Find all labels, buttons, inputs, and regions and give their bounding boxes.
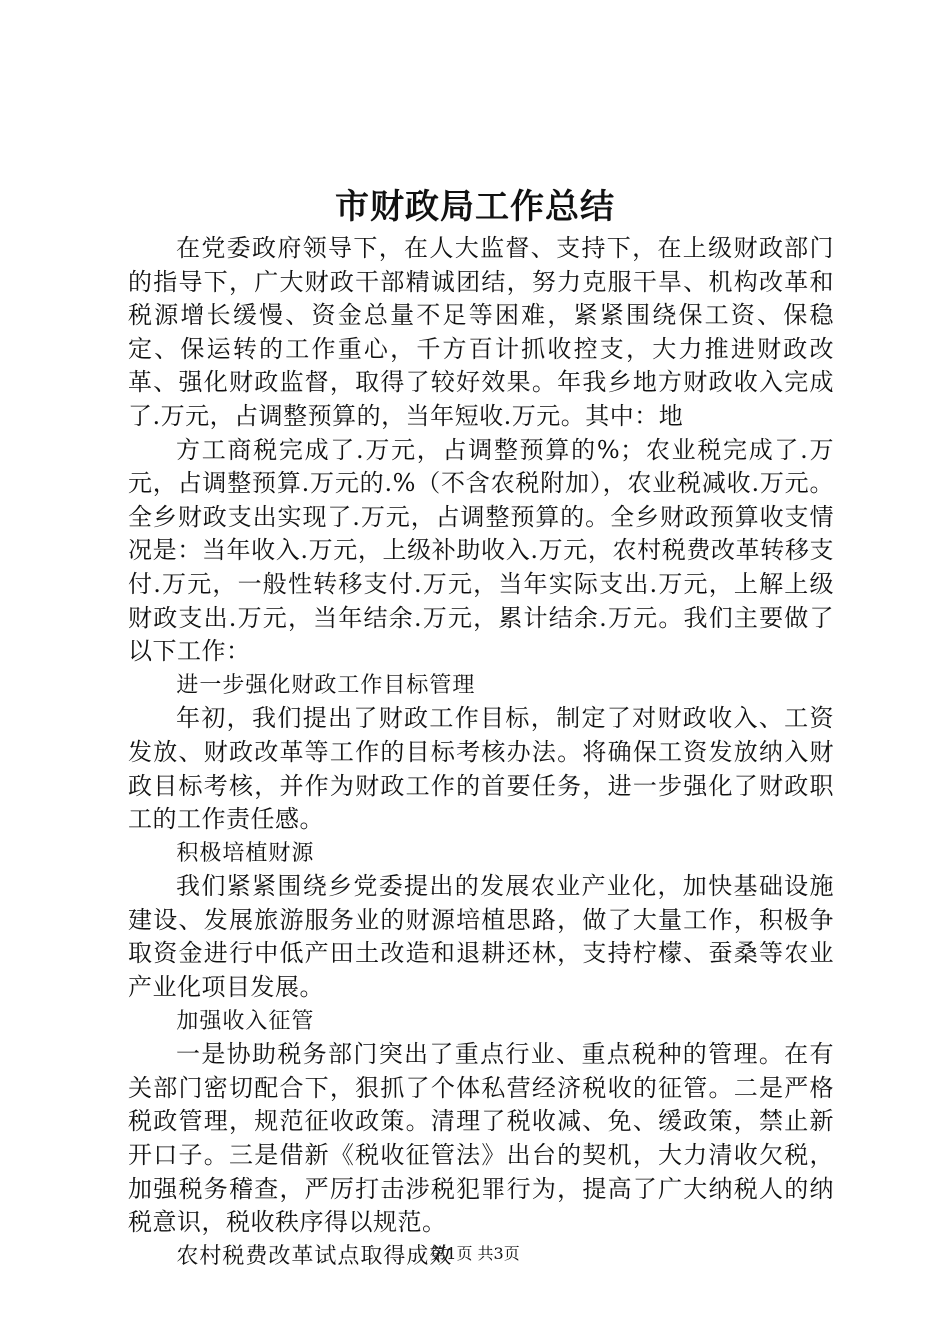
paragraph: 方工商税完成了.万元，占调整预算的%；农业税完成了.万元，占调整预算.万元的.%（不含农税附加），农业税减收.万元。全乡财政支出实现了.万元，占调整预算的。全乡财政预算收支情况是：当年收入.万元，上级补助收入.万元，农村税费改革转移支付.万元，一般性转移支付.万元，当年实际支出.万元，上解上级财政支出.万元，当年结余.万元，累计结余.万元。我们主要做了以下工作： [128, 435, 834, 666]
section-heading: 积极培植财源 [176, 840, 315, 866]
document-title: 市财政局工作总结 [335, 187, 615, 227]
paragraph: 一是协助税务部门突出了重点行业、重点税种的管理。在有关部门密切配合下，狠抓了个体私营经济税收的征管。二是严格税政管理，规范征收政策。清理了税收减、免、缓政策，禁止新开口子。三是借新《税收征管法》出台的契机，大力清收欠税，加强税务稽查，严厉打击涉税犯罪行为，提高了广大纳税人的纳税意识，税收秩序得以规范。 [128, 1040, 834, 1237]
section-heading: 进一步强化财政工作目标管理 [176, 672, 476, 698]
paragraph: 在党委政府领导下，在人大监督、支持下，在上级财政部门的指导下，广大财政干部精诚团结，努力克服干旱、机构改革和税源增长缓慢、资金总量不足等困难，紧紧围绕保工资、保稳定、保运转的工作重心，千方百计抓收控支，大力推进财政改革、强化财政监督，取得了较好效果。年我乡地方财政收入完成了.万元，占调整预算的，当年短收.万元。其中：地 [128, 234, 834, 430]
section-heading: 加强收入征管 [176, 1008, 315, 1034]
paragraph: 年初，我们提出了财政工作目标，制定了对财政收入、工资发放、财政改革等工作的目标考核办法。将确保工资发放纳入财政目标考核，并作为财政工作的首要任务，进一步强化了财政职工的工作责任感。 [128, 704, 834, 834]
section-heading: 农村税费改革试点取得成效 [176, 1243, 453, 1269]
document-body [128, 232, 834, 1273]
page-footer: 第1页 共3页 [430, 1244, 520, 1263]
paragraph: 我们紧紧围绕乡党委提出的发展农业产业化，加快基础设施建设、发展旅游服务业的财源培植思路，做了大量工作，积极争取资金进行中低产田土改造和退耕还林，支持柠檬、蚕桑等农业产业化项目发展。 [128, 872, 834, 1002]
